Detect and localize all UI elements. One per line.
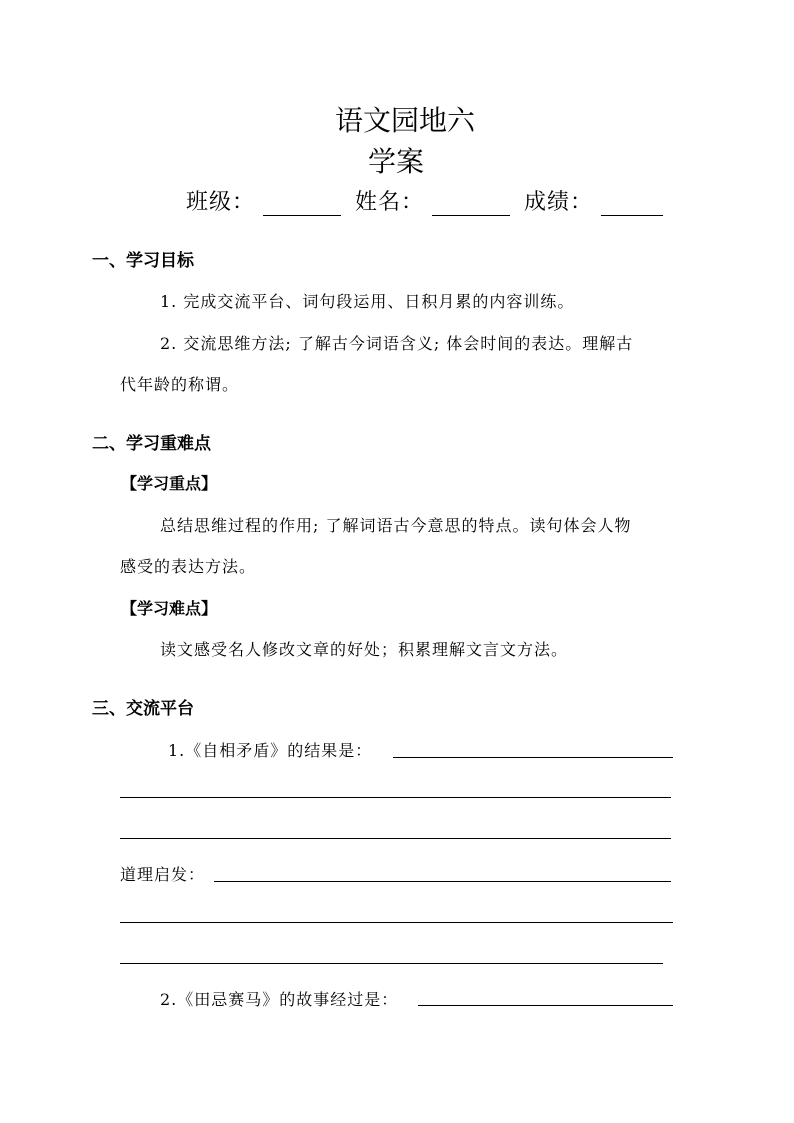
question-1: 1.《自相矛盾》的结果是： — [168, 741, 373, 760]
student-info-row — [186, 185, 663, 216]
name-field[interactable] — [432, 189, 510, 216]
answer-line-q1-2[interactable] — [120, 797, 671, 798]
goal-item-1: 1. 完成交流平台、词句段运用、日积月累的内容训练。 — [160, 292, 575, 311]
section-heading-goals: 一、学习目标 — [92, 251, 194, 271]
key-point-line-2: 感受的表达方法。 — [120, 557, 257, 576]
goal-item-2-line-2: 代年龄的称谓。 — [120, 375, 240, 394]
difficult-point-label: 【学习难点】 — [121, 599, 218, 618]
answer-line-insight-3[interactable] — [120, 963, 663, 964]
question-2: 2.《田忌赛马》的故事经过是： — [160, 990, 399, 1009]
answer-line-q1-3[interactable] — [120, 838, 671, 839]
score-label: 成绩： — [524, 190, 594, 215]
name-label: 姓名： — [355, 190, 425, 215]
class-label: 班级： — [186, 190, 256, 215]
class-field[interactable] — [263, 189, 341, 216]
insight-label: 道理启发： — [120, 865, 206, 884]
answer-line-q1-inline[interactable] — [393, 757, 673, 758]
score-field[interactable] — [601, 189, 663, 216]
difficult-point-text: 读文感受名人修改文章的好处；积累理解文言文方法。 — [160, 640, 569, 659]
section-heading-exchange: 三、交流平台 — [92, 699, 194, 719]
key-point-line-1: 总结思维过程的作用; 了解词语古今意思的特点。读句体会人物 — [160, 516, 632, 535]
answer-line-q2-inline[interactable] — [418, 1005, 673, 1006]
key-point-label: 【学习重点】 — [121, 474, 218, 493]
page-subtitle: 学案 — [368, 145, 425, 178]
goal-item-2-line-1: 2. 交流思维方法; 了解古今词语含义; 体会时间的表达。理解古 — [160, 334, 634, 353]
answer-line-insight-inline[interactable] — [214, 881, 671, 882]
answer-line-insight-2[interactable] — [120, 922, 673, 923]
section-heading-key-points: 二、学习重难点 — [92, 434, 211, 454]
page-title: 语文园地六 — [334, 104, 475, 137]
